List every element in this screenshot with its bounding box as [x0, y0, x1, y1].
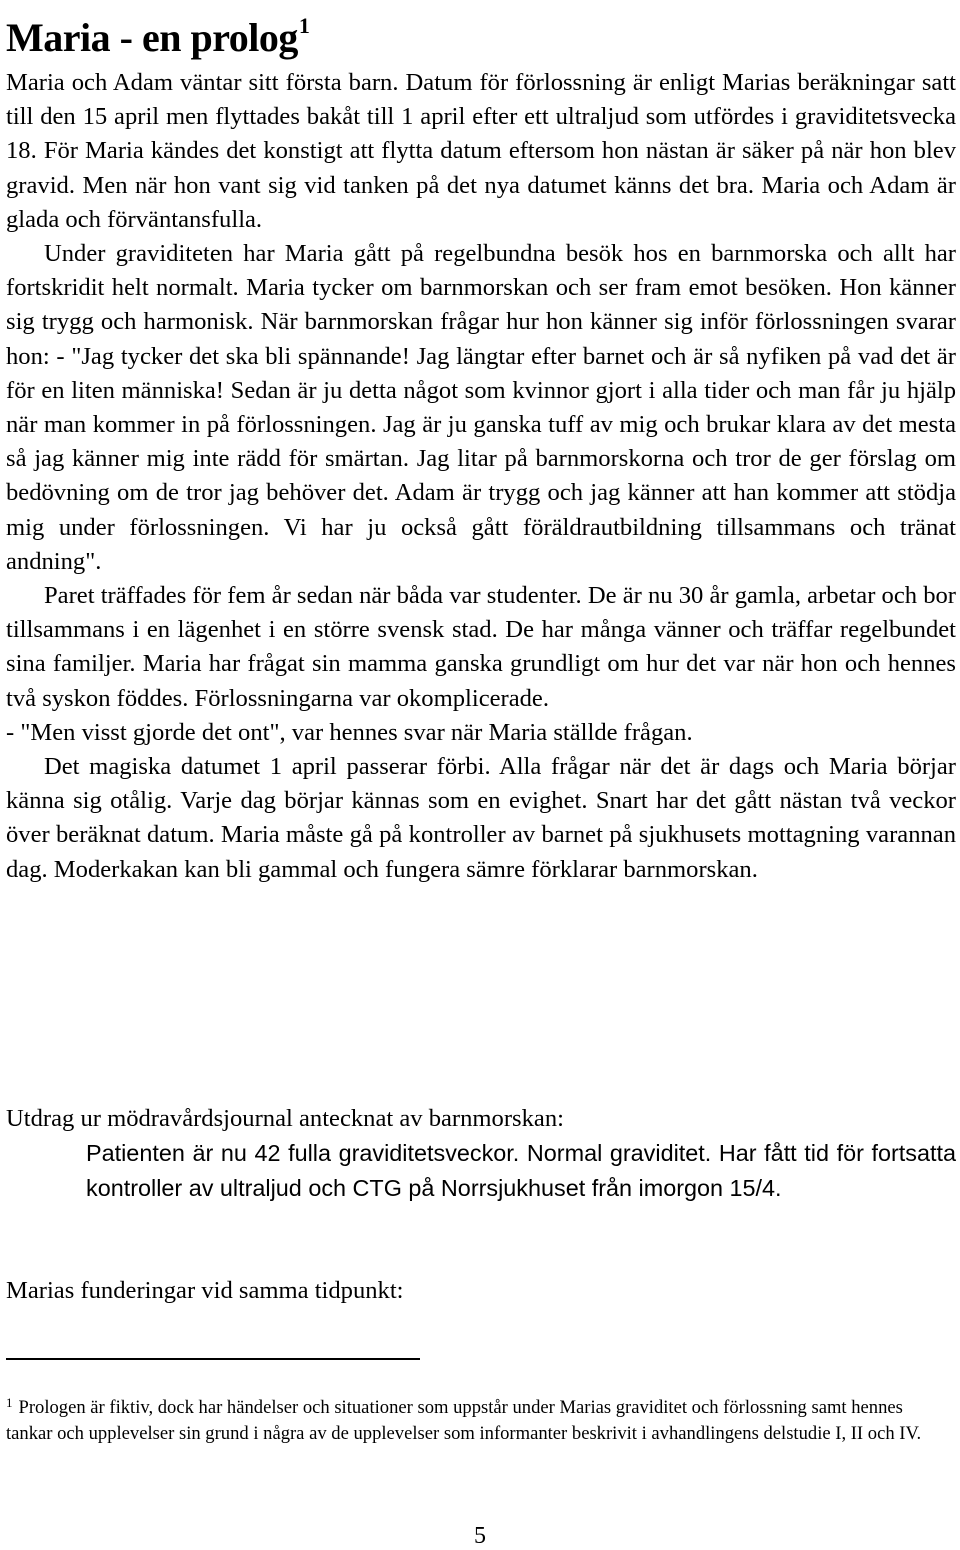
journal-entry: Patienten är nu 42 fulla graviditetsveckor. Normal graviditet. Har fått tid för fortsatta kontroller av ultraljud och CTG på Norrsjukhuset från imorgon 15/4.: [86, 1140, 956, 1201]
paragraph-5: Det magiska datumet 1 april passerar förbi. Alla frågar när det är dags och Maria börjar känna sig otålig. Varje dag börjar kännas som en evighet. Snart har det gått nästan två veckor över beräknat datum. Maria måste gå på kontroller av barnet på sjukhusets mottagning varannan dag. Moderkakan kan bli gammal och fungera sämre förklarar barnmorskan.: [6, 753, 956, 883]
paragraph-2: Under graviditeten har Maria gått på regelbundna besök hos en barnmorska och allt har fortskridit helt normalt. Maria tycker om barnmorskan och ser fram emot besöken. Hon känner sig trygg och harmonisk. När barnmorskan frågar hur hon känner sig inför förlossningen svarar hon: - "Jag tycker det ska bli spännande! Jag längtar efter barnet och är så nyfiken på vad det är för en liten människa! Sedan är ju detta något som kvinnor gjort i alla tider och man får ju hjälp när man kommer in på förlossningen. Jag är ju ganska tuff av mig och brukar klara av det mesta så jag känner mig inte rädd för smärtan. Jag litar på barnmorskorna och tror de ger förslag om bedövning om de tror jag behöver det. Adam är trygg och jag känner att han kommer att stödja mig under förlossningen. Vi har ju också gått föräldrautbildning tillsammans och tränat andning".: [6, 240, 956, 575]
page-title: [6, 4, 309, 60]
title-text: Maria - en prolog: [6, 15, 298, 60]
footnote-marker-title: 1: [298, 13, 310, 38]
journal-heading: Utdrag ur mödravårdsjournal antecknat av barnmorskan:: [6, 1105, 564, 1132]
footnote-text: Prologen är fiktiv, dock har händelser och situationer som uppstår under Marias graviditet och förlossning samt hennes tankar och upplevelser sin grund i några av de upplevelser som informanter beskrivit i avhandlingens delstudie I, II och IV.: [6, 1397, 922, 1444]
paragraph-4: - "Men visst gjorde det ont", var hennes svar när Maria ställde frågan.: [6, 718, 693, 746]
footnote-marker: 1: [6, 1395, 13, 1410]
footnote: [6, 1390, 936, 1446]
page-number: 5: [474, 1523, 486, 1549]
body-text: [6, 66, 956, 887]
paragraph-3: Paret träffades för fem år sedan när båda var studenter. De är nu 30 år gamla, arbetar och bor tillsammans i en lägenhet i en större svensk stad. De har många vänner och träffar regelbundet sina familjer. Maria har frågat sin mamma ganska grundligt om hur det var när hon och hennes två syskon föddes. Förlossningarna var okomplicerade.: [6, 582, 956, 712]
thoughts-heading: Marias funderingar vid samma tidpunkt:: [6, 1277, 404, 1304]
paragraph-1: Maria och Adam väntar sitt första barn. Datum för förlossning är enligt Marias beräkningar satt till den 15 april men flyttades bakåt till 1 april efter ett ultraljud som utfördes i graviditetsvecka 18. För Maria kändes det konstigt att flytta datum eftersom hon nästan är säker på när hon blev gravid. Men när hon vant sig vid tanken på det nya datumet känns det bra. Maria och Adam är glada och förväntansfulla.: [6, 69, 956, 233]
footnote-divider: [6, 1358, 420, 1360]
